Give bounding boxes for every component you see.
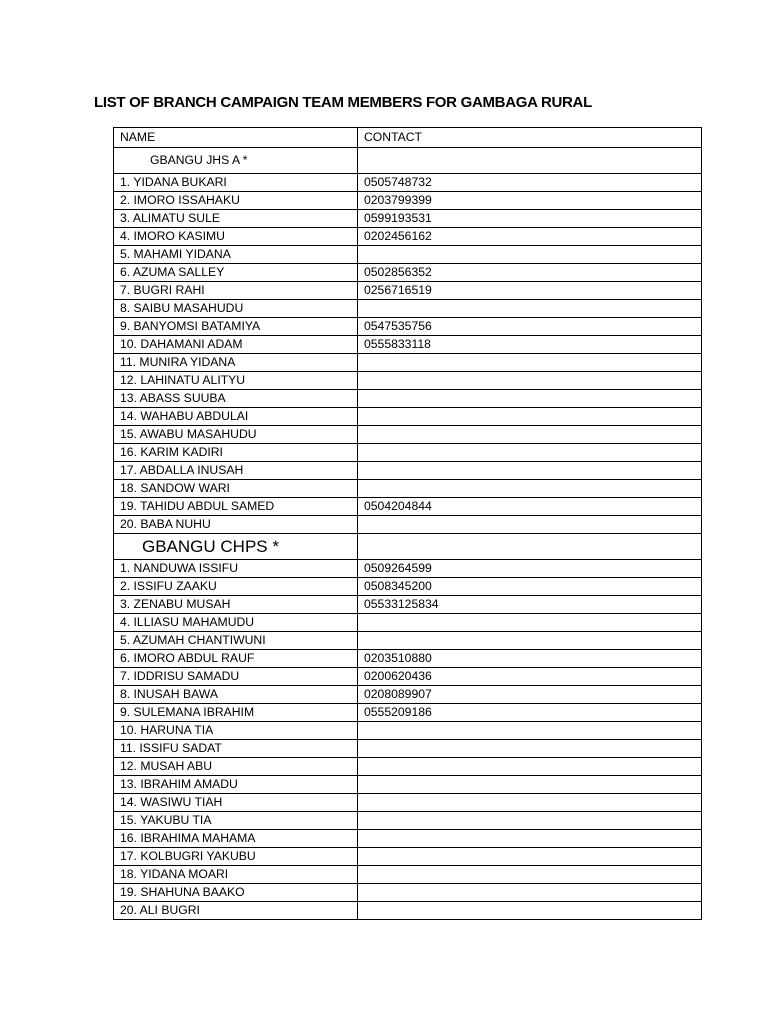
member-name: 1. YIDANA BUKARI xyxy=(114,174,358,192)
table-row xyxy=(114,174,702,192)
table-row xyxy=(114,300,702,318)
member-contact xyxy=(358,444,702,462)
table-row xyxy=(114,516,702,534)
member-contact: 05533125834 xyxy=(358,596,702,614)
member-contact xyxy=(358,300,702,318)
table-row xyxy=(114,246,702,264)
member-name: 5. AZUMAH CHANTIWUNI xyxy=(114,632,358,650)
section-title: GBANGU JHS A * xyxy=(114,148,358,174)
table-row xyxy=(114,812,702,830)
member-name: 5. MAHAMI YIDANA xyxy=(114,246,358,264)
member-contact: 0504204844 xyxy=(358,498,702,516)
member-contact xyxy=(358,848,702,866)
section-contact-cell xyxy=(358,534,702,560)
member-name: 13. IBRAHIM AMADU xyxy=(114,776,358,794)
member-name: 8. SAIBU MASAHUDU xyxy=(114,300,358,318)
member-contact: 0547535756 xyxy=(358,318,702,336)
table-row xyxy=(114,462,702,480)
member-name: 17. KOLBUGRI YAKUBU xyxy=(114,848,358,866)
member-contact xyxy=(358,722,702,740)
member-contact: 0509264599 xyxy=(358,560,702,578)
members-table xyxy=(113,127,702,920)
section-heading-row xyxy=(114,148,702,174)
member-name: 4. ILLIASU MAHAMUDU xyxy=(114,614,358,632)
member-name: 6. IMORO ABDUL RAUF xyxy=(114,650,358,668)
member-name: 20. BABA NUHU xyxy=(114,516,358,534)
member-name: 19. SHAHUNA BAAKO xyxy=(114,884,358,902)
members-table-body xyxy=(114,128,702,920)
table-row xyxy=(114,650,702,668)
member-name: 18. YIDANA MOARI xyxy=(114,866,358,884)
table-row xyxy=(114,704,702,722)
member-name: 12. MUSAH ABU xyxy=(114,758,358,776)
member-contact xyxy=(358,614,702,632)
member-contact: 0203799399 xyxy=(358,192,702,210)
member-contact xyxy=(358,776,702,794)
member-contact: 0508345200 xyxy=(358,578,702,596)
member-name: 17. ABDALLA INUSAH xyxy=(114,462,358,480)
table-row xyxy=(114,560,702,578)
member-contact xyxy=(358,902,702,920)
table-row xyxy=(114,758,702,776)
table-row xyxy=(114,192,702,210)
table-header-row xyxy=(114,128,702,148)
member-name: 15. AWABU MASAHUDU xyxy=(114,426,358,444)
member-name: 8. INUSAH BAWA xyxy=(114,686,358,704)
table-row xyxy=(114,228,702,246)
member-contact: 0202456162 xyxy=(358,228,702,246)
member-contact xyxy=(358,866,702,884)
table-row xyxy=(114,740,702,758)
table-row xyxy=(114,480,702,498)
member-name: 13. ABASS SUUBA xyxy=(114,390,358,408)
section-heading-row xyxy=(114,534,702,560)
table-row xyxy=(114,686,702,704)
member-contact: 0555833118 xyxy=(358,336,702,354)
document-title: LIST OF BRANCH CAMPAIGN TEAM MEMBERS FOR GAMBAGA RURAL xyxy=(94,94,592,111)
member-name: 11. ISSIFU SADAT xyxy=(114,740,358,758)
member-contact xyxy=(358,354,702,372)
member-contact xyxy=(358,390,702,408)
member-contact: 0208089907 xyxy=(358,686,702,704)
table-row xyxy=(114,830,702,848)
member-contact: 0505748732 xyxy=(358,174,702,192)
member-name: 19. TAHIDU ABDUL SAMED xyxy=(114,498,358,516)
member-contact xyxy=(358,812,702,830)
member-contact: 0555209186 xyxy=(358,704,702,722)
table-row xyxy=(114,390,702,408)
member-contact xyxy=(358,480,702,498)
name-column-header: NAME xyxy=(114,128,358,148)
member-contact xyxy=(358,884,702,902)
table-row xyxy=(114,776,702,794)
member-name: 10. HARUNA TIA xyxy=(114,722,358,740)
member-name: 9. BANYOMSI BATAMIYA xyxy=(114,318,358,336)
table-row xyxy=(114,902,702,920)
member-contact xyxy=(358,516,702,534)
member-contact xyxy=(358,632,702,650)
member-name: 3. ALIMATU SULE xyxy=(114,210,358,228)
table-row xyxy=(114,884,702,902)
table-row xyxy=(114,408,702,426)
member-name: 2. ISSIFU ZAAKU xyxy=(114,578,358,596)
table-row xyxy=(114,372,702,390)
contact-column-header: CONTACT xyxy=(358,128,702,148)
member-name: 3. ZENABU MUSAH xyxy=(114,596,358,614)
member-contact xyxy=(358,830,702,848)
member-name: 16. KARIM KADIRI xyxy=(114,444,358,462)
table-row xyxy=(114,444,702,462)
member-contact xyxy=(358,426,702,444)
member-name: 2. IMORO ISSAHAKU xyxy=(114,192,358,210)
member-name: 14. WAHABU ABDULAI xyxy=(114,408,358,426)
member-name: 1. NANDUWA ISSIFU xyxy=(114,560,358,578)
table-row xyxy=(114,848,702,866)
member-name: 9. SULEMANA IBRAHIM xyxy=(114,704,358,722)
table-row xyxy=(114,794,702,812)
table-row xyxy=(114,614,702,632)
table-row xyxy=(114,336,702,354)
member-contact xyxy=(358,462,702,480)
table-row xyxy=(114,632,702,650)
table-row xyxy=(114,426,702,444)
table-row xyxy=(114,210,702,228)
table-row xyxy=(114,264,702,282)
member-name: 16. IBRAHIMA MAHAMA xyxy=(114,830,358,848)
member-name: 15. YAKUBU TIA xyxy=(114,812,358,830)
table-row xyxy=(114,282,702,300)
table-row xyxy=(114,318,702,336)
member-contact: 0599193531 xyxy=(358,210,702,228)
table-row xyxy=(114,668,702,686)
member-contact xyxy=(358,758,702,776)
member-contact: 0502856352 xyxy=(358,264,702,282)
member-name: 7. BUGRI RAHI xyxy=(114,282,358,300)
member-name: 6. AZUMA SALLEY xyxy=(114,264,358,282)
member-name: 12. LAHINATU ALITYU xyxy=(114,372,358,390)
member-contact: 0256716519 xyxy=(358,282,702,300)
member-contact: 0200620436 xyxy=(358,668,702,686)
member-contact xyxy=(358,408,702,426)
member-contact xyxy=(358,372,702,390)
table-row xyxy=(114,578,702,596)
section-title: GBANGU CHPS * xyxy=(114,534,358,560)
table-row xyxy=(114,498,702,516)
table-row xyxy=(114,354,702,372)
member-name: 18. SANDOW WARI xyxy=(114,480,358,498)
member-name: 11. MUNIRA YIDANA xyxy=(114,354,358,372)
member-contact xyxy=(358,794,702,812)
member-contact: 0203510880 xyxy=(358,650,702,668)
table-row xyxy=(114,866,702,884)
member-name: 4. IMORO KASIMU xyxy=(114,228,358,246)
member-name: 7. IDDRISU SAMADU xyxy=(114,668,358,686)
member-contact xyxy=(358,740,702,758)
member-name: 14. WASIWU TIAH xyxy=(114,794,358,812)
member-contact xyxy=(358,246,702,264)
member-name: 20. ALI BUGRI xyxy=(114,902,358,920)
member-name: 10. DAHAMANI ADAM xyxy=(114,336,358,354)
section-contact-cell xyxy=(358,148,702,174)
table-row xyxy=(114,596,702,614)
table-row xyxy=(114,722,702,740)
